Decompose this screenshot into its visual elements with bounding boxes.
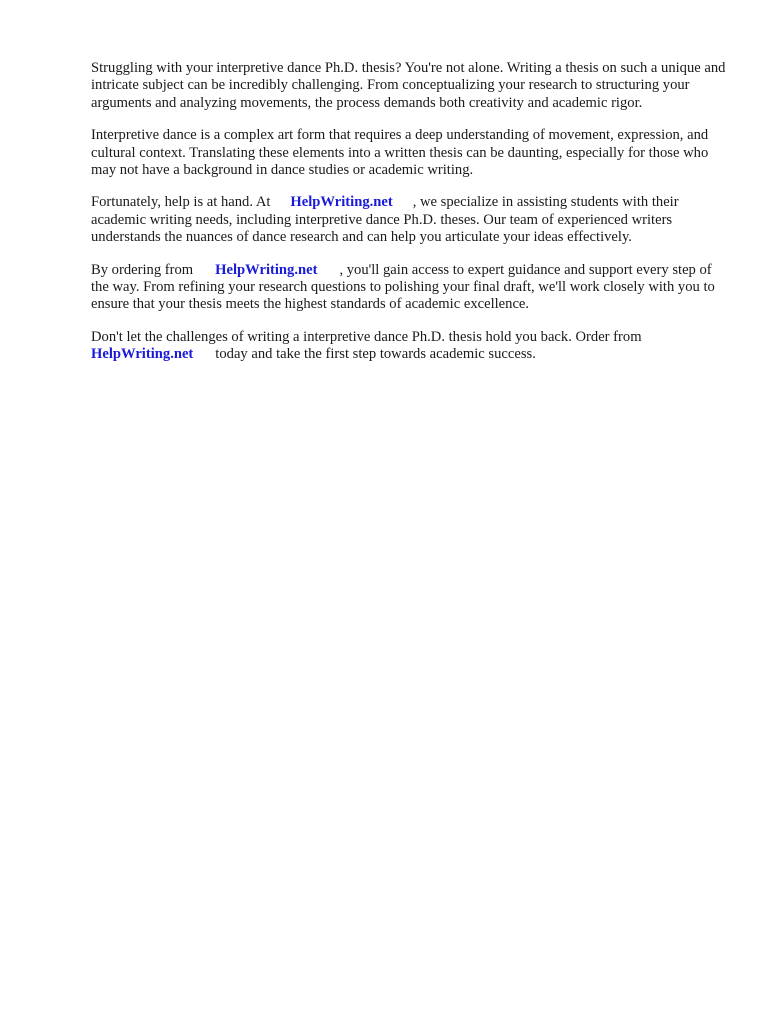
paragraph-text: today and take the first step towards academic success. xyxy=(215,346,536,363)
document-page xyxy=(91,60,731,379)
paragraph-dance-complexity: Interpretive dance is a complex art form that requires a deep understanding of movement, expression, and cultural context. Translating these elements into a written thesis can be daunting, especially for those who may not have a background in dance studies or academic writing. xyxy=(91,127,709,179)
paragraph-text: Fortunately, help is at hand. At xyxy=(91,194,271,211)
paragraph-text: By ordering from xyxy=(91,261,194,278)
paragraph-call-to-action xyxy=(91,329,731,364)
paragraph-text: Don't let the challenges of writing a interpretive dance Ph.D. thesis hold you back. Order from xyxy=(91,328,642,345)
paragraph-text: , you'll gain access to expert guidance and support every step of the way. From refining your research questions to polishing your final draft, we'll work closely with you to ensure that your thesis meets the highest standards of academic excellence. xyxy=(91,261,715,313)
paragraph-intro: Struggling with your interpretive dance Ph.D. thesis? You're not alone. Writing a thesis on such a unique and intricate subject can be incredibly challenging. From conceptualizing your research to structuring your arguments and analyzing movements, the process demands both creativity and academic rigor. xyxy=(91,60,726,111)
helpwriting-link[interactable]: HelpWriting.net xyxy=(215,261,318,278)
helpwriting-link[interactable]: HelpWriting.net xyxy=(290,194,393,211)
paragraph-ordering xyxy=(91,262,731,314)
paragraph-text: , we specialize in assisting students with their academic writing needs, including interpretive dance Ph.D. theses. Our team of experienced writers understands the nuances of dance research and can help you articulate your ideas effectively. xyxy=(91,194,679,246)
paragraph-help-at-hand xyxy=(91,194,731,246)
helpwriting-link[interactable]: HelpWriting.net xyxy=(91,346,194,363)
